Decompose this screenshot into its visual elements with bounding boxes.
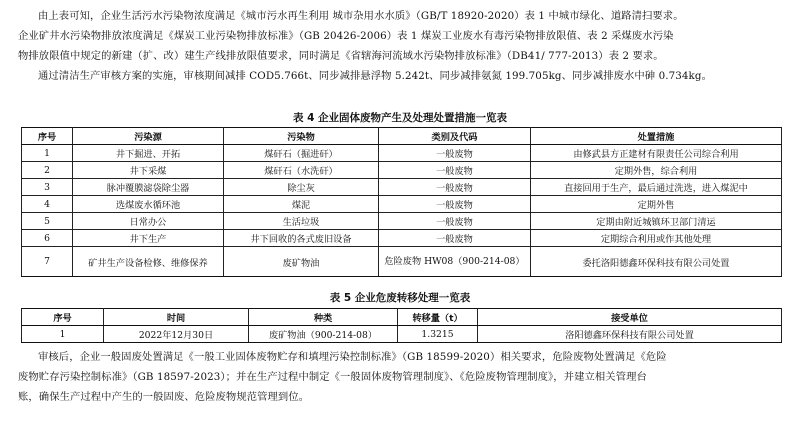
header-cell: 种类 <box>249 309 398 326</box>
table-cell: 7 <box>22 247 73 277</box>
table-cell: 6 <box>22 230 73 247</box>
table-row <box>22 179 782 196</box>
table-cell: 委托洛阳德鑫环保科技有限公司处置 <box>531 247 782 277</box>
paragraph-after-audit <box>18 347 790 407</box>
text-line: 通过清洁生产审核方案的实施，审核期间减排 COD5.766t、同步减排悬浮物 5.242t、同步减排氨氮 199.705kg、同步减排废水中砷 0.734kg。 <box>38 70 712 82</box>
table-cell: 矿井生产设备检修、维修保养 <box>73 247 224 277</box>
header-cell: 接受单位 <box>478 309 782 326</box>
table-cell: 一般废物 <box>379 162 531 179</box>
table-row <box>22 247 782 277</box>
table-cell: 废矿物油（900-214-08） <box>249 326 398 343</box>
table-cell: 一般废物 <box>379 145 531 162</box>
table-cell: 煤矸石（掘进矸） <box>224 145 379 162</box>
table-row <box>22 213 782 230</box>
table-cell: 一般废物 <box>379 196 531 213</box>
table-cell: 井下采煤 <box>73 162 224 179</box>
table-row <box>22 326 782 343</box>
table-cell: 一般废物 <box>379 179 531 196</box>
table-cell: 井下掘进、开拓 <box>73 145 224 162</box>
table4-solid-waste <box>21 127 782 277</box>
text-line: 物排放限值中规定的新建（扩、改）建生产线排放限值要求，同时满足《省辖海河流域水污染物排放标准》（DB41/ 777-2013）表 2 要求。 <box>18 50 664 62</box>
header-cell: 污染源 <box>73 128 224 145</box>
table-cell: 2022年12月30日 <box>104 326 249 343</box>
table-cell: 2 <box>22 162 73 179</box>
text-line: 企业矿井水污染物排放浓度满足《煤炭工业污染物排放标准》（GB 20426-2006）表 1 煤炭工业废水有毒污染物排放限值、表 2 采煤废水污染 <box>18 30 674 42</box>
table-cell: 定期综合利用或作其他处理 <box>531 230 782 247</box>
text-line: 账，确保生产过程中产生的一般固废、危险废物规范管理到位。 <box>18 391 310 403</box>
table-cell: 井下生产 <box>73 230 224 247</box>
table-cell: 5 <box>22 213 73 230</box>
table-row <box>22 145 782 162</box>
table-cell: 生活垃圾 <box>224 213 379 230</box>
table-cell: 井下回收的各式废旧设备 <box>224 230 379 247</box>
table-cell: 煤矸石（水洗矸） <box>224 162 379 179</box>
text-line: 审核后，企业一般固废处置满足《一般工业固体废物贮存和填埋污染控制标准》（GB 18599-2020）相关要求，危险废物处置满足《危险 <box>38 351 667 363</box>
table-cell: 煤泥 <box>224 196 379 213</box>
table-cell: 1 <box>22 326 104 343</box>
header-cell: 转移量（t） <box>398 309 478 326</box>
table-cell: 3 <box>22 179 73 196</box>
table-cell: 一般废物 <box>379 213 531 230</box>
table-header-row <box>22 309 782 326</box>
table5-caption: 表 5 企业危废转移处理一览表 <box>329 292 471 304</box>
table-cell: 危险废物 HW08（900-214-08） <box>379 247 531 277</box>
table-cell: 1.3215 <box>398 326 478 343</box>
table-cell: 选煤废水循环池 <box>73 196 224 213</box>
table-cell: 除尘灰 <box>224 179 379 196</box>
table4-caption: 表 4 企业固体废物产生及处理处置措施一览表 <box>292 112 508 124</box>
table-cell: 1 <box>22 145 73 162</box>
table-cell: 直接回用于生产，最后通过洗选，进入煤泥中 <box>531 179 782 196</box>
table-cell: 由修武县方正建材有限责任公司综合利用 <box>531 145 782 162</box>
header-cell: 处置措施 <box>531 128 782 145</box>
table-cell: 定期由附近城镇环卫部门清运 <box>531 213 782 230</box>
table5-hazardous-waste-transfer <box>21 308 782 343</box>
table-cell: 一般废物 <box>379 230 531 247</box>
paragraph-discharge-standards <box>18 6 790 86</box>
table-cell: 定期外售 <box>531 196 782 213</box>
header-cell: 类别及代码 <box>379 128 531 145</box>
header-cell: 污染物 <box>224 128 379 145</box>
table-cell: 定期外售，综合利用 <box>531 162 782 179</box>
table-header-row <box>22 128 782 145</box>
table-row <box>22 196 782 213</box>
table-row <box>22 230 782 247</box>
text-line: 废物贮存污染控制标准》（GB 18597-2023）；并在生产过程中制定《一般固体废物管理制度》、《危险废物管理制度》，并建立相关管理台 <box>18 371 647 383</box>
header-cell: 时间 <box>104 309 249 326</box>
table-cell: 脉冲覆膜滤袋除尘器 <box>73 179 224 196</box>
table-cell: 日常办公 <box>73 213 224 230</box>
text-line: 由上表可知，企业生活污水污染物浓度满足《城市污水再生利用 城市杂用水水质》（GB/T 18920-2020）表 1 中城市绿化、道路清扫要求。 <box>38 10 684 22</box>
table-cell: 4 <box>22 196 73 213</box>
table-row <box>22 162 782 179</box>
header-cell: 序号 <box>22 309 104 326</box>
table-cell: 洛阳德鑫环保科技有限公司处置 <box>478 326 782 343</box>
table-cell: 废矿物油 <box>224 247 379 277</box>
header-cell: 序号 <box>22 128 73 145</box>
